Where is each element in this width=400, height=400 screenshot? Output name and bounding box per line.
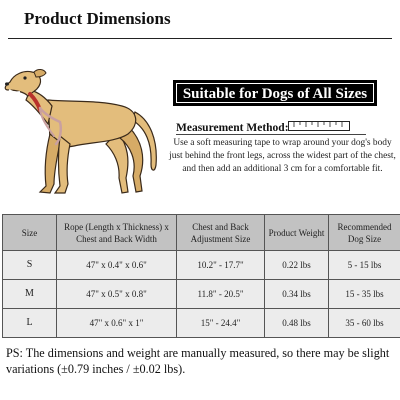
page-title: Product Dimensions [24,9,171,28]
measuring-tape-icon [288,121,350,131]
table-row [3,280,400,309]
measurement-instructions: Use a soft measuring tape to wrap around your dog's body just behind the front legs, across the widest part of the chest, and then add an additional 3 cm for a comfortable fit. [169,138,396,174]
header-divider [8,38,392,39]
cell-size: L [3,309,57,338]
header-size: Size [3,215,57,251]
cell-recommended: 5 - 15 lbs [329,251,400,280]
sizes-badge [173,80,377,106]
header [0,0,400,40]
cell-weight: 0.22 lbs [265,251,329,280]
table-row [3,251,400,280]
cell-weight: 0.34 lbs [265,280,329,309]
measurement-method-label: Measurement Method: [176,122,289,134]
cell-recommended: 15 - 35 lbs [329,280,400,309]
cell-adjustment: 15" - 24.4" [177,309,265,338]
cell-rope: 47" x 0.6" x 1" [57,309,177,338]
measurement-note: PS: The dimensions and weight are manually measured, so there may be slight variations (±0.79 inches / ±0.02 lbs). [6,346,390,376]
table-row [3,309,400,338]
header-weight: Product Weight [265,215,329,251]
table-header-row [3,215,400,251]
cell-rope: 47" x 0.5" x 0.8" [57,280,177,309]
cell-recommended: 35 - 60 lbs [329,309,400,338]
dimensions-table [2,214,400,338]
sizes-badge-text: Suitable for Dogs of All Sizes [182,86,368,102]
measurement-divider [176,134,366,135]
cell-size: S [3,251,57,280]
cell-rope: 47" x 0.4" x 0.6" [57,251,177,280]
header-adjustment: Chest and Back Adjustment Size [177,215,265,251]
cell-weight: 0.48 lbs [265,309,329,338]
dog-illustration-icon [0,60,170,200]
cell-adjustment: 10.2" - 17.7" [177,251,265,280]
cell-size: M [3,280,57,309]
cell-adjustment: 11.8" - 20.5" [177,280,265,309]
header-recommended: Recommended Dog Size [329,215,400,251]
header-rope: Rope (Length x Thickness) x Chest and Back Width [57,215,177,251]
